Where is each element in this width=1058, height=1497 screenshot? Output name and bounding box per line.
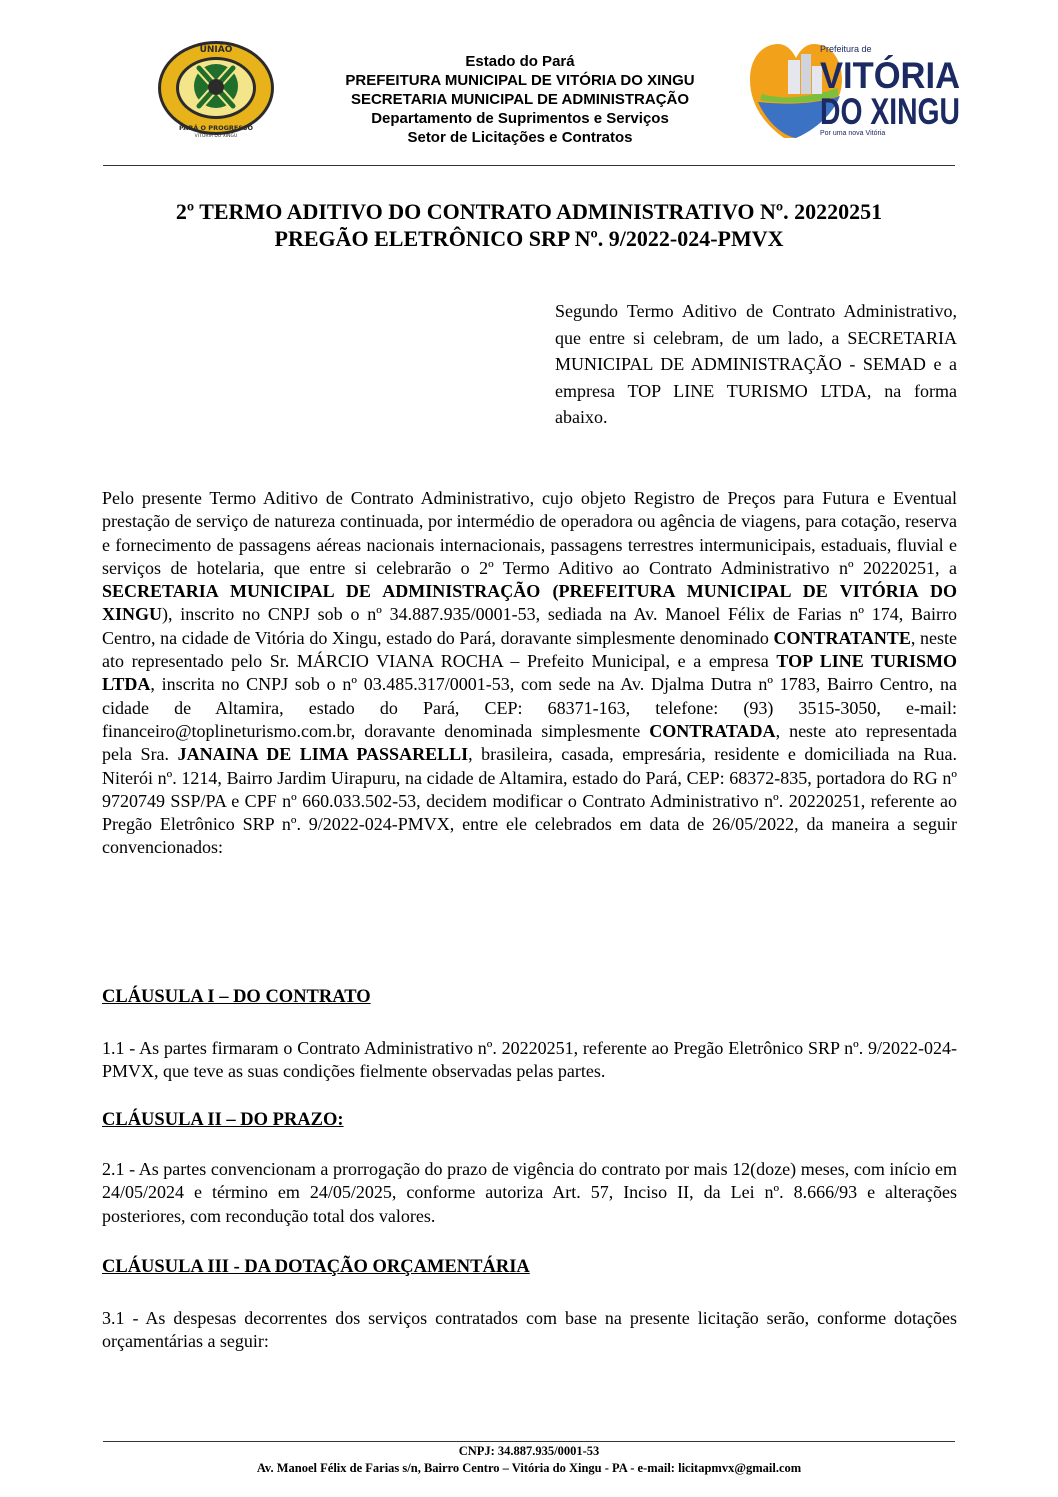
header-department: Departamento de Suprimentos e Serviços <box>371 110 669 127</box>
clause-2-heading: CLÁUSULA II – DO PRAZO: <box>102 1110 344 1130</box>
preamble-bold-contratada: CONTRATADA <box>649 720 776 741</box>
header-divider <box>103 165 955 166</box>
preamble-text-1: Pelo presente Termo Aditivo de Contrato Administrativo, cujo objeto Registro de Preços para Futura e Eventual prestação de serviço de natureza continuada, por intermédio de operadora ou agência de viagens, para cotação, reserva e fornecimento de passagens aéreas nacionais internacionais, passagens terrestres intermunicipais, estaduais, fluvial e serviços de hotelaria, que entre si celebrarão o 2º Termo Aditivo ao Contrato Administrativo nº 20220251, a <box>102 488 957 578</box>
brand-small-text: Prefeitura de <box>820 44 872 54</box>
footer-divider <box>103 1441 955 1442</box>
brand-title-line1: VITÓRIA <box>820 55 971 96</box>
ementa-summary: Segundo Termo Aditivo de Contrato Administrativo, que entre si celebram, de um lado, a SECRETARIA MUNICIPAL DE ADMINISTRAÇÃO - SEMAD e a empresa TOP LINE TURISMO LTDA, na forma abaixo. <box>555 301 957 427</box>
header-secretariat: SECRETARIA MUNICIPAL DE ADMINISTRAÇÃO <box>350 91 690 108</box>
seal-top-text: UNIÃO <box>199 45 233 55</box>
clause-1-heading: CLÁUSULA I – DO CONTRATO <box>102 987 371 1007</box>
preamble-bold-company: TOP LINE TURISMO LTDA <box>102 651 957 695</box>
preamble-text-3: , neste ato representado pelo Sr. MÁRCIO VIANA ROCHA – Prefeito Municipal, e a empresa <box>102 627 958 672</box>
brand-title-line2: DO XINGU <box>820 91 960 132</box>
municipal-seal-logo <box>155 38 277 138</box>
preamble-text-5: , neste ato representada pela Sra. <box>102 720 957 765</box>
letterhead <box>290 52 750 147</box>
header-sector: Setor de Licitações e Contratos <box>407 129 633 146</box>
clause-3-heading: CLÁUSULA III - DA DOTAÇÃO ORÇAMENTÁRIA <box>102 1257 530 1277</box>
clause-1-text: 1.1 - As partes firmaram o Contrato Administrativo nº. 20220251, referente ao Pregão Eletrônico SRP nº. 9/2022-024-PMVX, que teve as suas condições fielmente observadas pelas partes. <box>102 1038 957 1082</box>
title-line-1: 2º TERMO ADITIVO DO CONTRATO ADMINISTRATIVO Nº. 20220251 <box>175 199 883 224</box>
brand-tagline: Por uma nova Vitória <box>820 130 886 137</box>
document-title <box>80 198 978 252</box>
header-state: Estado do Pará <box>465 53 575 70</box>
prefecture-brand-logo <box>748 40 971 140</box>
preamble-bold-contratante: CONTRATANTE <box>773 627 911 648</box>
footer-cnpj: CNPJ: 34.887.935/0001-53 <box>458 1444 600 1458</box>
seal-base-text: VITÓRIA DO XINGU <box>194 134 238 139</box>
preamble-text-2: ), inscrito no CNPJ sob o nº 34.887.935/0001-53, sediada na Av. Manoel Félix de Farias nº 174, Bairro Centro, na cidade de Vitória do Xingu, estado do Pará, doravante simplesmente denominado <box>102 604 957 648</box>
preamble-text-6: , brasileira, casada, empresária, residente e domiciliada na Rua. Niterói nº. 1214, Bairro Jardim Uirapuru, na cidade de Altamira, estado do Pará, CEP: 68372-835, portadora do RG nº 9720749 SSP/PA e CPF nº 660.033.502-53, decidem modificar o Contrato Administrativo nº. 20220251, referente ao Pregão Eletrônico SRP nº. 9/2022-024-PMVX, entre ele celebrados em data de 26/05/2022, da maneira a seguir convencionados: <box>102 744 958 858</box>
preamble-bold-contracting-party: SECRETARIA MUNICIPAL DE ADMINISTRAÇÃO (PREFEITURA MUNICIPAL DE VITÓRIA DO XINGU <box>102 581 957 625</box>
title-line-2: PREGÃO ELETRÔNICO SRP Nº. 9/2022-024-PMVX <box>274 226 784 251</box>
clause-2-text: 2.1 - As partes convencionam a prorrogação do prazo de vigência do contrato por mais 12(doze) meses, com início em 24/05/2024 e término em 24/05/2025, conforme autoriza Art. 57, Inciso II, da Lei nº. 8.666/93 e alterações posteriores, com recondução total dos valores. <box>102 1159 957 1226</box>
seal-bottom-text: PARÁ O PROGRESSO <box>179 124 253 132</box>
preamble-bold-representative: JANAINA DE LIMA PASSARELLI <box>177 744 469 765</box>
clause-3-text: 3.1 - As despesas decorrentes dos serviços contratados com base na presente licitação serão, conforme dotações orçamentárias a seguir: <box>102 1308 957 1352</box>
preamble-text-4: , inscrita no CNPJ sob o nº 03.485.317/0001-53, com sede na Av. Djalma Dutra nº 1783, Bairro Centro, na cidade de Altamira, estado do Pará, CEP: 68371-163, telefone: (93) 3515-3050, e-mail: financeiro@toplineturismo.com.br, doravante denominada simplesmente <box>102 674 957 741</box>
footer-address: Av. Manoel Félix de Farias s/n, Bairro Centro – Vitória do Xingu - PA - e-mail: licitapmvx@gmail.com <box>256 1461 802 1475</box>
header-prefecture: PREFEITURA MUNICIPAL DE VITÓRIA DO XINGU <box>345 72 695 89</box>
preamble-paragraph <box>102 487 957 860</box>
